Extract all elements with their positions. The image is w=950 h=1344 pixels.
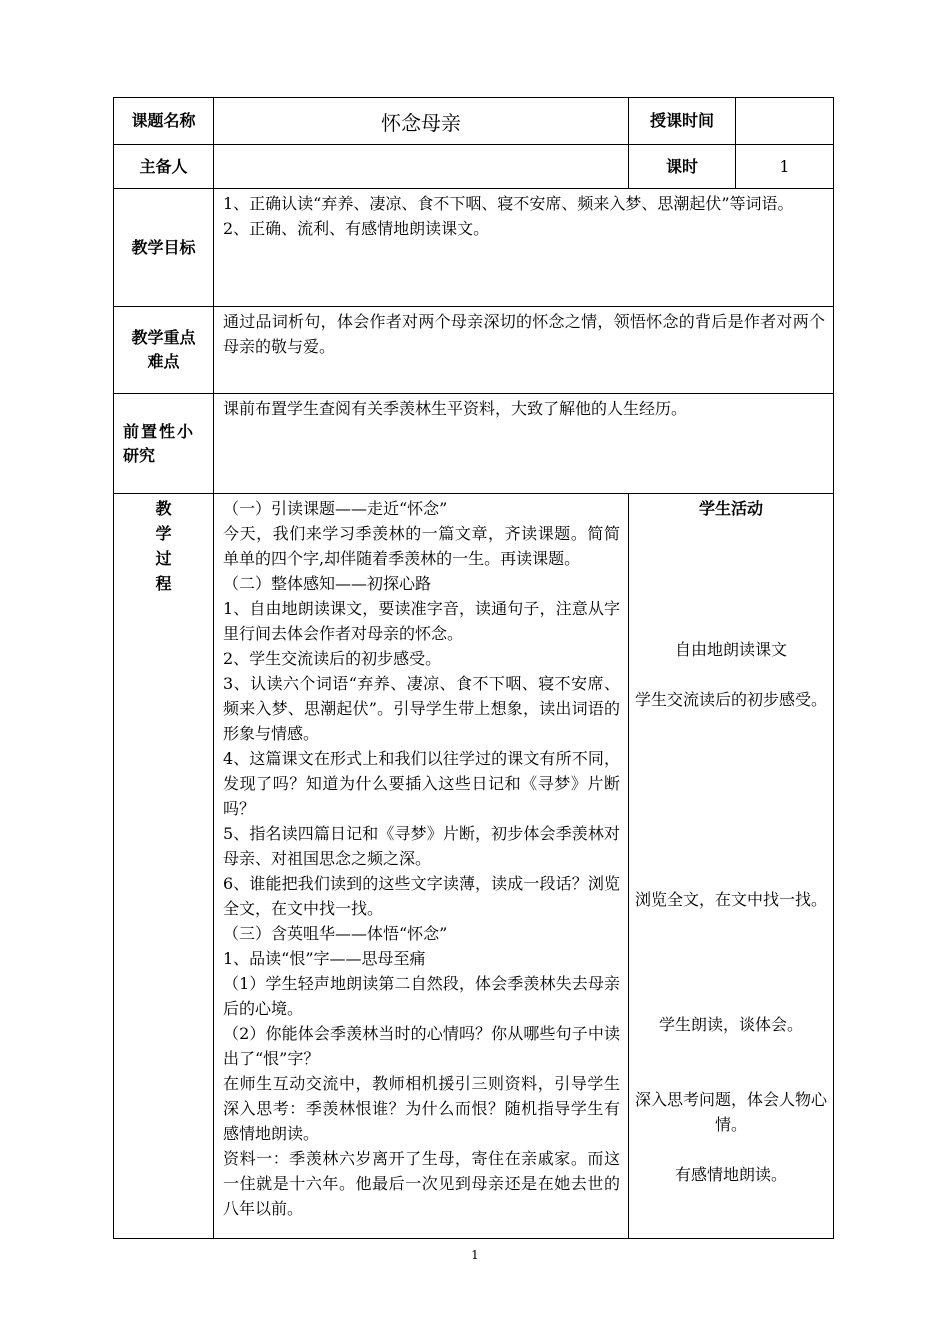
period-value: 1 xyxy=(736,145,834,189)
topic-value: 怀念母亲 xyxy=(214,98,629,145)
process-label: 教 学 过 程 xyxy=(114,494,214,1239)
row-key-points xyxy=(114,307,834,394)
process-paragraph: 2、学生交流读后的初步感受。 xyxy=(223,649,442,668)
preparer-value xyxy=(214,145,629,189)
goal-item: 2、正确、流利、有感情地朗读课文。 xyxy=(223,219,490,238)
goals-label: 教学目标 xyxy=(114,189,214,307)
activity-item: 浏览全文，在文中找一找。 xyxy=(635,890,828,909)
preparer-label: 主备人 xyxy=(114,145,214,189)
process-paragraph: （1）学生轻声地朗读第二自然段，体会季羡林失去母亲后的心境。 xyxy=(223,974,620,1018)
time-label: 授课时间 xyxy=(629,98,736,145)
process-paragraph: 1、品读“恨”字——思母至痛 xyxy=(223,949,426,968)
activity-item: 学生朗读，谈体会。 xyxy=(658,1015,803,1034)
period-label: 课时 xyxy=(629,145,736,189)
activity-header: 学生活动 xyxy=(698,499,763,518)
student-activity-column xyxy=(629,494,834,1239)
key-points-content: 通过品词析句，体会作者对两个母亲深切的怀念之情，领悟怀念的背后是作者对两个母亲的敬与爱。 xyxy=(214,307,834,394)
process-paragraph: （三）含英咀华——体悟“怀念” xyxy=(223,924,448,943)
activity-item: 深入思考问题，体会人物心情。 xyxy=(635,1090,828,1134)
time-value xyxy=(736,98,834,145)
key-points-label: 教学重点 难点 xyxy=(114,307,214,394)
lesson-plan-table xyxy=(113,97,834,1239)
process-paragraph: （一）引读课题——走近“怀念” xyxy=(223,499,448,518)
process-paragraph: 6、谁能把我们读到的这些文字读薄，读成一段话？浏览全文，在文中找一找。 xyxy=(223,874,620,918)
row-goals xyxy=(114,189,834,307)
process-paragraph: 1、自由地朗读课文，要读准字音，读通句子，注意从字里行间去体会作者对母亲的怀念。 xyxy=(223,599,620,643)
activity-item: 自由地朗读课文 xyxy=(674,640,787,659)
process-paragraph: （二）整体感知——初探心路 xyxy=(223,574,432,593)
process-paragraph: 5、指名读四篇日记和《寻梦》片断，初步体会季羡林对母亲、对祖国思念之频之深。 xyxy=(223,824,620,868)
process-content xyxy=(214,494,629,1239)
row-topic xyxy=(114,98,834,145)
activity-item: 有感情地朗读。 xyxy=(674,1165,787,1184)
page-number: 1 xyxy=(471,1248,479,1262)
process-paragraph: （2）你能体会季羡林当时的心情吗？你从哪些句子中读出了“恨”字？ xyxy=(223,1024,620,1068)
row-process xyxy=(114,494,834,1239)
process-paragraph: 在师生互动交流中，教师相机援引三则资料，引导学生深入思考：季羡林恨谁？为什么而恨？随机指导学生有感情地朗读。 xyxy=(223,1074,620,1143)
process-paragraph: 3、认读六个词语“弃养、凄凉、食不下咽、寝不安席、频来入梦、思潮起伏”。引导学生带上想象，读出词语的形象与情感。 xyxy=(223,674,620,743)
process-paragraph: 今天，我们来学习季羡林的一篇文章，齐读课题。简简单单的四个字,却伴随着季羡林的一生。再读课题。 xyxy=(223,524,620,568)
goal-item: 1、正确认读“弃养、凄凉、食不下咽、寝不安席、频来入梦、思潮起伏”等词语。 xyxy=(223,194,794,213)
process-paragraph: 4、这篇课文在形式上和我们以往学过的课文有所不同，发现了吗？知道为什么要插入这些日记和《寻梦》片断吗？ xyxy=(223,749,620,818)
topic-label: 课题名称 xyxy=(114,98,214,145)
row-pre-research xyxy=(114,394,834,494)
process-paragraph: 资料一：季羡林六岁离开了生母，寄住在亲戚家。而这一住就是十六年。他最后一次见到母亲还是在她去世的八年以前。 xyxy=(223,1149,620,1218)
activity-item: 学生交流读后的初步感受。 xyxy=(635,690,828,709)
pre-research-label: 前置性小 研究 xyxy=(114,394,214,494)
row-preparer xyxy=(114,145,834,189)
pre-research-content: 课前布置学生查阅有关季羡林生平资料，大致了解他的人生经历。 xyxy=(214,394,834,494)
goals-content xyxy=(214,189,834,307)
